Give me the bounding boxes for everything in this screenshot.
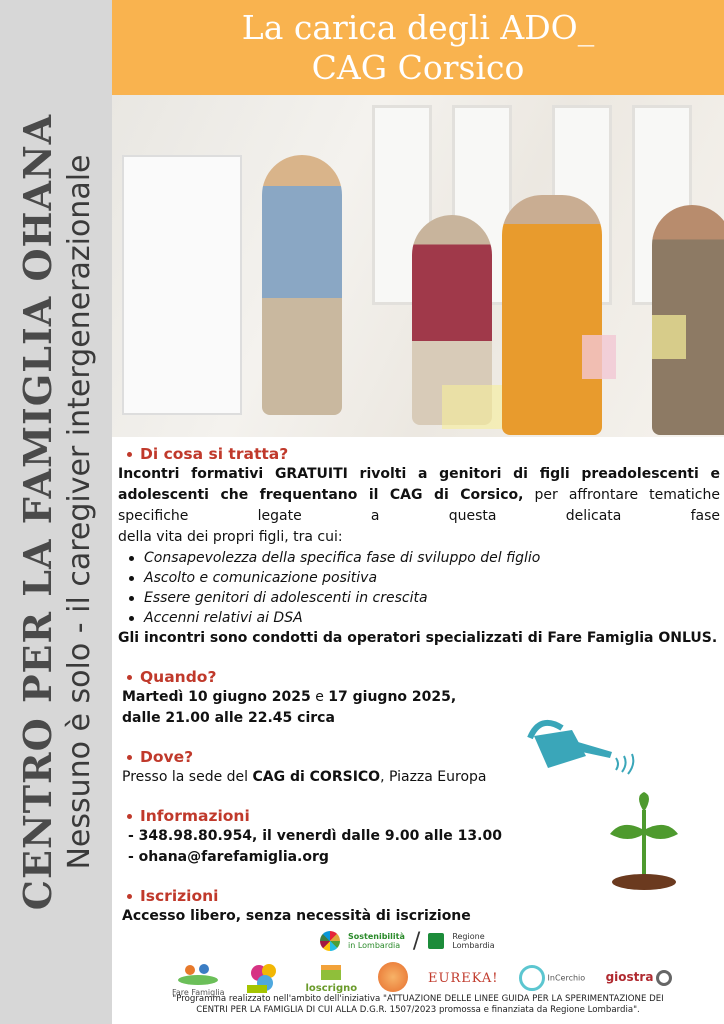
info-phone: - 348.98.80.954, il venerdì dalle 9.00 alle 13.00: [128, 828, 502, 844]
logo-regione: [452, 932, 494, 950]
where-place: CAG di CORSICO: [252, 769, 381, 785]
plant-sprout-icon: [604, 790, 684, 890]
sticky-note-shape: [582, 335, 616, 379]
section-heading-when: Quando?: [118, 667, 724, 687]
intro-rest: per affrontare tematiche specifiche legate a questa delicata fase: [118, 487, 720, 524]
fare-famiglia-logo-icon: [176, 960, 220, 986]
where-prefix: Presso la sede del: [122, 769, 253, 785]
section-heading-info: Informazioni: [118, 806, 724, 826]
eureka-label: EUREKA!: [428, 970, 499, 986]
where-suffix: , Piazza Europa: [380, 769, 487, 785]
logo-orange-circle: [378, 962, 408, 994]
logo-lo-scrigno: [305, 963, 357, 994]
giostra-swirl-icon: [656, 970, 672, 986]
regione-line1: Regione: [452, 932, 485, 941]
logo-incerchio: [519, 965, 585, 991]
sticky-note-shape: [652, 315, 686, 359]
section-heading-what: Di cosa si tratta?: [118, 444, 724, 464]
side-band: [0, 0, 112, 1024]
when-time: dalle 21.00 alle 22.45 circa: [122, 710, 335, 726]
topics-list: [118, 548, 724, 628]
incerchio-label: InCerchio: [547, 973, 586, 983]
signup-text: Accesso libero, senza necessità di iscrizione: [122, 908, 471, 924]
incerchio-ring-icon: [519, 965, 545, 991]
orange-circle-logo-icon: [378, 962, 408, 992]
side-text-block: [0, 42, 112, 982]
title-line-2: CAG Corsico: [311, 48, 525, 87]
footnote-line-1: "Programma realizzato nell'ambito dell'iniziativa "ATTUAZIONE DELLE LINEE GUIDA PER LA SPERIMENTAZIONE DEI: [172, 994, 664, 1004]
logo-eureka: [428, 971, 499, 986]
colorful-star-logo-icon: [245, 959, 285, 995]
list-item: Ascolto e comunicazione positiva: [142, 568, 724, 588]
fare-famiglia-label: Fare Famiglia: [172, 987, 225, 997]
sdg-wheel-icon: [320, 931, 340, 951]
title-line-1: La carica degli ADO_: [241, 8, 595, 47]
flipchart-shape: [122, 155, 242, 415]
header-banner: [112, 0, 724, 95]
logos-row-institutional: [320, 928, 495, 954]
regione-lombardia-icon: [428, 933, 444, 949]
side-title: CENTRO PER LA FAMIGLIA OHANA: [15, 113, 60, 911]
intro-paragraph: [118, 464, 724, 527]
list-item: Essere genitori di adolescenti in crescita: [142, 588, 724, 608]
side-subtitle: Nessuno è solo - il caregiver intergenerazionale: [62, 154, 97, 870]
divider-slash: /: [412, 928, 421, 954]
attendee-figure: [502, 195, 602, 435]
list-item: Consapevolezza della specifica fase di sviluppo del figlio: [142, 548, 724, 568]
section-heading-signup: Iscrizioni: [118, 886, 724, 906]
logo-colorful-mark: [245, 959, 285, 997]
list-item: Accenni relativi ai DSA: [142, 608, 724, 628]
date-1: Martedì 10 giugno 2025: [122, 689, 311, 705]
info-email[interactable]: - ohana@farefamiglia.org: [128, 849, 329, 865]
section-heading-where: Dove?: [118, 747, 724, 767]
footnote: [112, 994, 724, 1016]
sticky-note-shape: [442, 385, 502, 429]
date-conj: e: [310, 689, 329, 705]
sostenibilita-line2: in Lombardia: [348, 941, 401, 950]
scrigno-chest-icon: [319, 963, 343, 981]
date-2: 17 giugno 2025,: [328, 689, 457, 705]
logo-sostenibilita: [348, 932, 405, 950]
scrigno-label: loscrigno: [305, 982, 358, 994]
regione-line2: Lombardia: [452, 941, 495, 950]
sostenibilita-line1: Sostenibilità: [348, 932, 405, 941]
when-dates: [118, 687, 724, 708]
intro-bold: Incontri formativi GRATUITI rivolti a genitori di figli preadolescenti e adolescenti che frequentano il CAG di Corsico,: [118, 466, 720, 503]
closing-line: Gli incontri sono condotti da operatori specializzati di Fare Famiglia ONLUS.: [118, 630, 718, 646]
giostra-label: giostra: [605, 969, 654, 984]
presenter-figure: [262, 155, 342, 415]
intro-line-2: della vita dei propri figli, tra cui:: [118, 529, 343, 545]
logos-row-partners: [172, 958, 672, 998]
footnote-line-2: CENTRI PER LA FAMIGLIA DI CUI ALLA D.G.R. 1507/2023 promossa e finanziata da Regione Lombardia".: [196, 1005, 640, 1015]
logo-fare-famiglia: [172, 960, 225, 997]
hero-photo: [112, 95, 724, 437]
watering-can-icon: [520, 708, 640, 798]
logo-giostra: [606, 970, 672, 987]
